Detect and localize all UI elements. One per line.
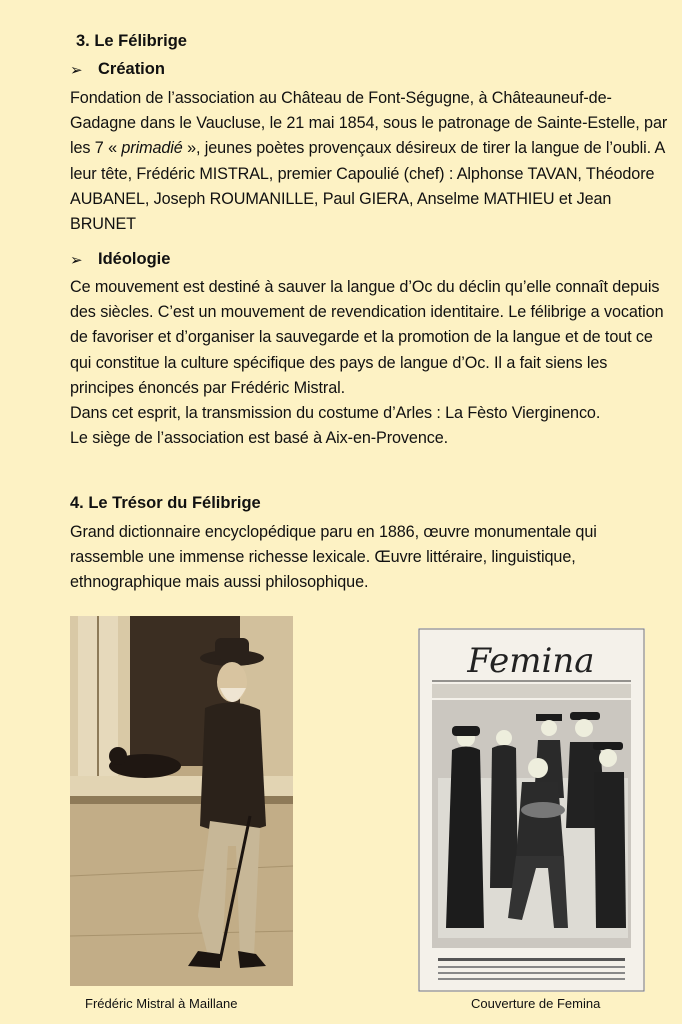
mistral-photo (70, 616, 293, 986)
ideologie-para-2: Dans cet esprit, la transmission du costume d’Arles : La Fèsto Vierginenco. (70, 404, 601, 423)
left-photo-caption: Frédéric Mistral à Maillane (85, 996, 238, 1011)
ideologie-heading-label: Idéologie (98, 250, 171, 268)
creation-heading-label: Création (98, 60, 165, 78)
creation-text-before: Fondation de l’association au Château de Font-Ségugne, à Châteauneuf-de-Gadagne dans le Vaucluse, le 21 mai 1854, sous le patronage de Sainte-Estelle, par les 7 « (70, 89, 668, 158)
arrow-bullet-icon: ➢ (70, 61, 83, 79)
creation-text-after: », jeunes poètes provençaux désireux de tirer la langue de l’oubli. A leur tête, Frédéric MISTRAL, premier Capoulié (chef) : Alphonse TAVAN, Théodore AUBANEL, Joseph ROUMANILLE, Paul GIERA, Anselme MATHIEU et Jean BRUNET (70, 139, 665, 234)
arrow-bullet-icon: ➢ (70, 251, 83, 269)
right-photo-caption: Couverture de Femina (471, 996, 601, 1011)
femina-cover (418, 628, 645, 992)
ideologie-paragraph (70, 275, 670, 451)
creation-heading (70, 60, 165, 79)
femina-masthead: Femina (467, 641, 595, 681)
creation-italic-word: primadié (121, 139, 183, 158)
section-4-title: 4. Le Trésor du Félibrige (70, 494, 261, 512)
section-3-title: 3. Le Félibrige (76, 32, 187, 50)
ideologie-heading (70, 250, 170, 269)
ideologie-para-1: Ce mouvement est destiné à sauver la langue d’Oc du déclin qu’elle connaît depuis des siècles. C’est un mouvement de revendication identitaire. Le félibrige a vocation de favoriser et d’organiser la sauvegarde et la promotion de la langue et de tout ce qui constitue la culture spécifique des pays de langue d’Oc. Il a fait siens les principes énoncés par Frédéric Mistral. (70, 278, 664, 397)
tresor-paragraph: Grand dictionnaire encyclopédique paru en 1886, œuvre monumentale qui rassemble une immense richesse lexicale. Œuvre littéraire, linguistique, ethnographique mais aussi philosophique. (70, 523, 597, 592)
creation-paragraph (70, 86, 670, 237)
ideologie-para-3: Le siège de l’association est basé à Aix-en-Provence. (70, 429, 449, 448)
